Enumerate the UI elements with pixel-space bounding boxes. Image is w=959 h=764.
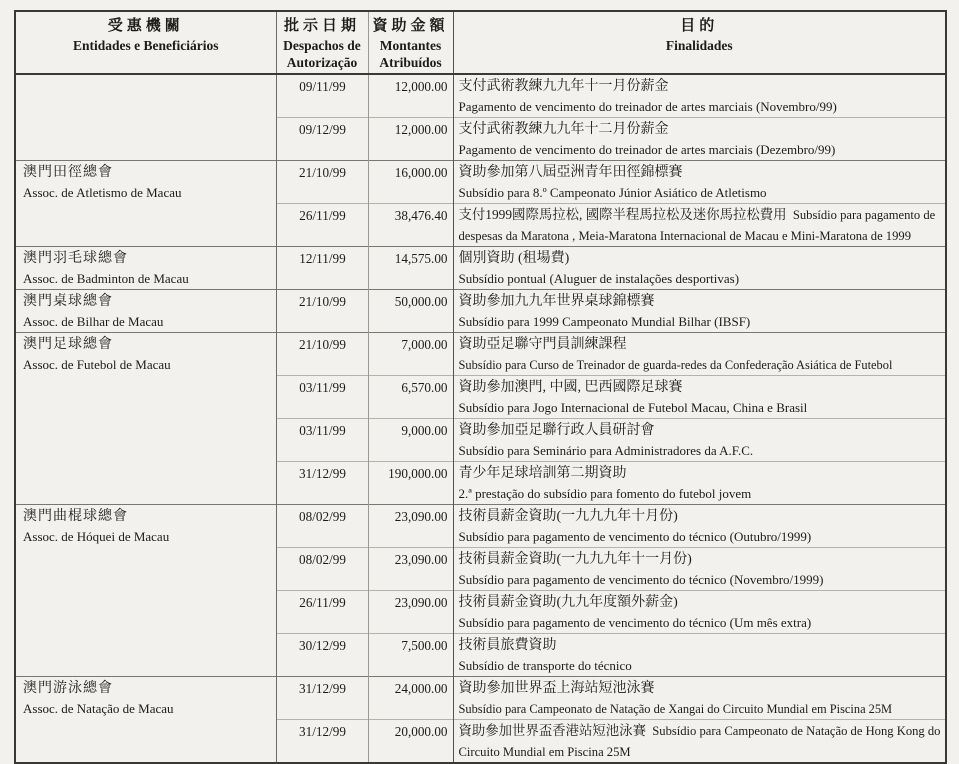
table-row	[15, 74, 946, 118]
header-amount	[368, 11, 453, 74]
entity-cell	[15, 161, 276, 247]
entity-name-zh: 澳門足球總會	[23, 337, 113, 352]
purpose-pt: Subsídio para pagamento de vencimento do técnico (Novembro/1999)	[458, 572, 824, 587]
purpose-cell	[453, 720, 946, 764]
purpose-zh: 資助參加九九年世界桌球錦標賽	[458, 294, 655, 309]
entity-name-pt: Assoc. de Hóquei de Macau	[23, 529, 170, 544]
purpose-zh: 資助參加澳門, 中國, 巴西國際足球賽	[458, 380, 683, 395]
entity-name-zh: 澳門曲棍球總會	[23, 509, 128, 524]
purpose-cell	[453, 376, 946, 419]
header-entity-zh: 受惠機關	[107, 18, 184, 34]
amount-cell: 24,000.00	[368, 677, 453, 720]
purpose-cell	[453, 419, 946, 462]
date-cell: 21/10/99	[276, 333, 368, 376]
table-header-row	[15, 11, 946, 74]
purpose-zh: 支付武術教練九九年十一月份薪金	[458, 79, 669, 94]
amount-cell: 20,000.00	[368, 720, 453, 764]
amount-cell: 190,000.00	[368, 462, 453, 505]
purpose-zh: 資助參加世界盃香港站短池泳賽	[458, 723, 646, 738]
entity-cell	[15, 677, 276, 764]
entity-name-zh: 澳門田徑總會	[23, 165, 113, 180]
entity-cell	[15, 290, 276, 333]
amount-cell: 9,000.00	[368, 419, 453, 462]
purpose-zh: 技術員旅費資助	[458, 638, 557, 653]
purpose-pt: Pagamento de vencimento do treinador de artes marciais (Dezembro/99)	[458, 142, 836, 157]
date-cell: 31/12/99	[276, 720, 368, 764]
purpose-cell	[453, 74, 946, 118]
purpose-cell	[453, 462, 946, 505]
purpose-cell	[453, 290, 946, 333]
entity-name-pt: Assoc. de Futebol de Macau	[23, 357, 171, 372]
entity-name-zh: 澳門桌球總會	[23, 294, 113, 309]
purpose-cell	[453, 247, 946, 290]
purpose-pt: 2.ª prestação do subsídio para fomento do futebol jovem	[458, 486, 752, 501]
purpose-pt: Subsídio para 1999 Campeonato Mundial Bilhar (IBSF)	[458, 314, 751, 329]
purpose-pt: Subsídio para Curso de Treinador de guarda-redes da Confederação Asiática de Futebol	[458, 358, 893, 372]
purpose-zh: 技術員薪金資助(一九九九年十月份)	[458, 509, 678, 524]
entity-name-pt: Assoc. de Bilhar de Macau	[23, 314, 164, 329]
header-amount-zh: 資助金額	[372, 18, 449, 34]
date-cell: 09/12/99	[276, 118, 368, 161]
purpose-cell	[453, 161, 946, 204]
purpose-zh: 支付1999國際馬拉松, 國際半程馬拉松及迷你馬拉松費用	[458, 207, 787, 222]
header-purpose-zh: 目的	[680, 18, 719, 34]
purpose-pt: Subsídio para Campeonato de Natação de Xangai do Circuito Mundial em Piscina 25M	[458, 702, 893, 716]
purpose-pt: Subsídio para Campeonato de Natação de Hong Kong do Circuito Mundial em Piscina 25M	[458, 724, 941, 759]
purpose-cell	[453, 204, 946, 247]
purpose-cell	[453, 333, 946, 376]
purpose-pt: Subsídio para Seminário para Administradores da A.F.C.	[458, 443, 754, 458]
amount-cell: 7,000.00	[368, 333, 453, 376]
entity-name-zh: 澳門游泳總會	[23, 681, 113, 696]
purpose-cell	[453, 591, 946, 634]
subsidies-table	[14, 10, 947, 764]
purpose-cell	[453, 548, 946, 591]
amount-cell: 23,090.00	[368, 591, 453, 634]
header-date-zh: 批示日期	[283, 18, 360, 34]
amount-cell: 16,000.00	[368, 161, 453, 204]
table-row	[15, 290, 946, 333]
purpose-pt: Subsídio para pagamento de vencimento do técnico (Outubro/1999)	[458, 529, 812, 544]
purpose-combined	[459, 721, 942, 762]
date-cell: 08/02/99	[276, 505, 368, 548]
date-cell: 26/11/99	[276, 204, 368, 247]
purpose-pt: Subsídio pontual (Aluguer de instalações desportivas)	[458, 271, 740, 286]
amount-cell: 12,000.00	[368, 118, 453, 161]
purpose-zh: 技術員薪金資助(九九年度額外薪金)	[458, 595, 678, 610]
entity-cell	[15, 333, 276, 505]
purpose-cell	[453, 634, 946, 677]
table-row	[15, 247, 946, 290]
amount-cell: 7,500.00	[368, 634, 453, 677]
entity-cell	[15, 505, 276, 677]
table-row	[15, 161, 946, 204]
date-cell: 03/11/99	[276, 376, 368, 419]
date-cell: 12/11/99	[276, 247, 368, 290]
header-date	[276, 11, 368, 74]
header-purpose	[453, 11, 946, 74]
header-entity-pt: Entidades e Beneficiários	[73, 38, 219, 53]
date-cell: 09/11/99	[276, 74, 368, 118]
amount-cell: 14,575.00	[368, 247, 453, 290]
date-cell: 21/10/99	[276, 290, 368, 333]
amount-cell: 23,090.00	[368, 505, 453, 548]
purpose-cell	[453, 118, 946, 161]
purpose-pt: Subsídio para 8.º Campeonato Júnior Asiático de Atletismo	[458, 185, 767, 200]
entity-name-pt: Assoc. de Atletismo de Macau	[23, 185, 182, 200]
entity-name-zh: 澳門羽毛球總會	[23, 251, 128, 266]
purpose-zh: 青少年足球培訓第二期資助	[458, 466, 627, 481]
date-cell: 03/11/99	[276, 419, 368, 462]
table-row	[15, 505, 946, 548]
purpose-zh: 資助參加亞足聯行政人員研討會	[458, 423, 655, 438]
purpose-cell	[453, 505, 946, 548]
purpose-pt: Subsídio de transporte do técnico	[458, 658, 632, 673]
amount-cell: 6,570.00	[368, 376, 453, 419]
purpose-zh: 資助亞足聯守門員訓練課程	[458, 337, 627, 352]
date-cell: 30/12/99	[276, 634, 368, 677]
header-date-pt: Despachos de Autorização	[283, 38, 361, 70]
amount-cell: 50,000.00	[368, 290, 453, 333]
table-row	[15, 333, 946, 376]
entity-name-pt: Assoc. de Badminton de Macau	[23, 271, 189, 286]
purpose-zh: 支付武術教練九九年十二月份薪金	[458, 122, 669, 137]
purpose-zh: 技術員薪金資助(一九九九年十一月份)	[458, 552, 692, 567]
entity-cell	[15, 74, 276, 161]
purpose-pt: Pagamento de vencimento do treinador de artes marciais (Novembro/99)	[458, 99, 837, 114]
amount-cell: 38,476.40	[368, 204, 453, 247]
amount-cell: 12,000.00	[368, 74, 453, 118]
purpose-cell	[453, 677, 946, 720]
header-amount-pt: Montantes Atribuídos	[379, 38, 442, 70]
purpose-pt: Subsídio para pagamento de despesas da Maratona , Meia-Maratona Internacional de Macau e Mini-Maratona de 1999	[458, 208, 936, 243]
date-cell: 31/12/99	[276, 462, 368, 505]
date-cell: 21/10/99	[276, 161, 368, 204]
header-purpose-pt: Finalidades	[665, 38, 733, 53]
header-entity	[15, 11, 276, 74]
entity-name-pt: Assoc. de Natação de Macau	[23, 701, 174, 716]
purpose-pt: Subsídio para pagamento de vencimento do técnico (Um mês extra)	[458, 615, 812, 630]
purpose-zh: 資助參加第八屆亞洲青年田徑錦標賽	[458, 165, 683, 180]
purpose-combined	[459, 205, 942, 246]
table-row	[15, 677, 946, 720]
date-cell: 31/12/99	[276, 677, 368, 720]
amount-cell: 23,090.00	[368, 548, 453, 591]
purpose-pt: Subsídio para Jogo Internacional de Futebol Macau, China e Brasil	[458, 400, 808, 415]
date-cell: 08/02/99	[276, 548, 368, 591]
purpose-zh: 資助參加世界盃上海站短池泳賽	[458, 681, 655, 696]
entity-cell	[15, 247, 276, 290]
purpose-zh: 個別資助 (租場費)	[458, 251, 570, 266]
date-cell: 26/11/99	[276, 591, 368, 634]
